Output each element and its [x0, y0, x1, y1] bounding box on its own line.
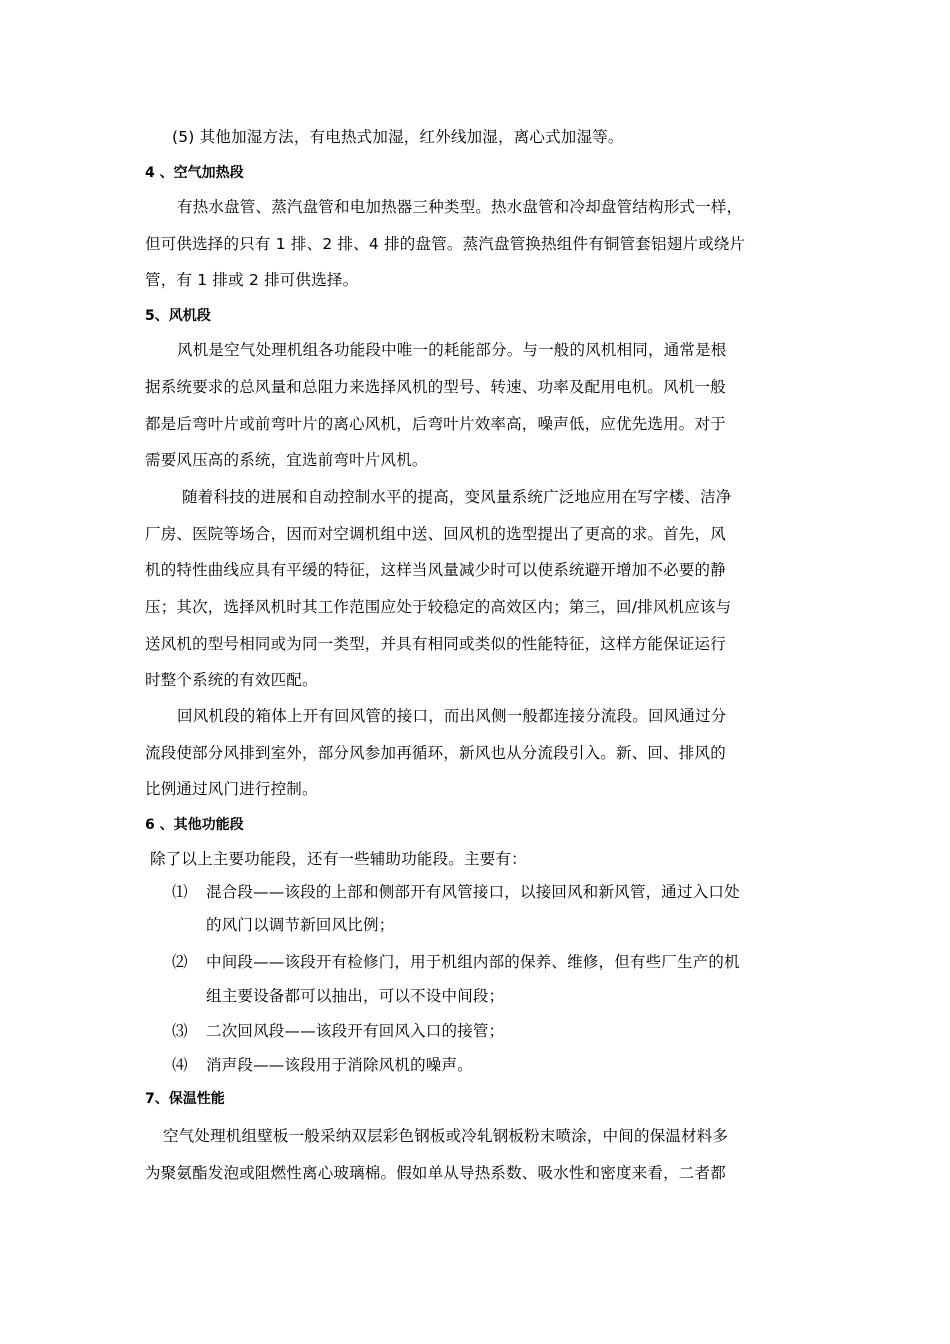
list-item-line: 二次回风段——该段开有回风入口的接管；	[206, 1022, 505, 1040]
section-heading-5: 5、风机段	[145, 308, 211, 324]
paragraph-line: 据系统要求的总风量和总阻力来选择风机的型号、转速、功率及配用电机。风机一般	[145, 378, 726, 396]
paragraph-line: 需要风压高的系统，宜选前弯叶片风机。	[145, 451, 428, 469]
section-heading-6: 6 、其他功能段	[145, 817, 244, 833]
paragraph-line: 除了以上主要功能段，还有一些辅助功能段。主要有：	[150, 850, 527, 868]
list-item-number: ⑵	[172, 953, 188, 971]
list-item-number: ⑷	[172, 1056, 188, 1074]
paragraph-line: 厂房、医院等场合，因而对空调机组中送、回风机的选型提出了更高的求。首先，风	[145, 525, 726, 543]
list-item-line: 的风门以调节新回风比例；	[206, 916, 395, 934]
paragraph-line: 回风机段的箱体上开有回风管的接口，而出风侧一般都连接分流段。回风通过分	[177, 707, 727, 725]
section-heading-7: 7、保温性能	[145, 1091, 225, 1107]
paragraph-line: 都是后弯叶片或前弯叶片的离心风机，后弯叶片效率高，噪声低，应优先选用。对于	[145, 415, 726, 433]
paragraph-line: 机的特性曲线应具有平缓的特征，这样当风量减少时可以使系统避开增加不必要的静	[145, 561, 726, 579]
paragraph-line: 时整个系统的有效匹配。	[145, 671, 318, 689]
list-item-line: 组主要设备都可以抽出，可以不设中间段；	[206, 987, 505, 1005]
paragraph-line: 有热水盘管、蒸汽盘管和电加热器三种类型。热水盘管和冷却盘管结构形式一样，	[177, 198, 743, 216]
paragraph-line: 比例通过风门进行控制。	[145, 780, 318, 798]
list-item-line: 中间段——该段开有检修门，用于机组内部的保养、维修，但有些厂生产的机	[206, 953, 740, 971]
list-item-number: ⑶	[172, 1022, 188, 1040]
section-heading-4: 4 、空气加热段	[145, 165, 244, 181]
list-item-line: 混合段——该段的上部和侧部开有风管接口，以接回风和新风管，通过入口处	[206, 883, 740, 901]
paragraph-line: 管，有 1 排或 2 排可供选择。	[145, 271, 359, 289]
paragraph-line: 随着科技的进展和自动控制水平的提高，变风量系统广泛地应用在写字楼、洁净	[182, 488, 732, 506]
list-item-number: ⑴	[172, 883, 188, 901]
paragraph-line: 流段使部分风排到室外，部分风参加再循环，新风也从分流段引入。新、回、排风的	[145, 744, 726, 762]
paragraph-line: 风机是空气处理机组各功能段中唯一的耗能部分。与一般的风机相同，通常是根	[177, 341, 727, 359]
paragraph-line: (5) 其他加湿方法，有电热式加湿，红外线加湿，离心式加湿等。	[172, 128, 624, 146]
paragraph-line: 空气处理机组壁板一般采纳双层彩色钢板或冷轧钢板粉末喷涂，中间的保温材料多	[163, 1127, 729, 1145]
paragraph-line: 为聚氨酯发泡或阻燃性离心玻璃棉。假如单从导热系数、吸水性和密度来看，二者都	[145, 1164, 726, 1182]
paragraph-line: 压；其次，选择风机时其工作范围应处于较稳定的高效区内；第三，回/排风机应该与	[145, 598, 732, 616]
paragraph-line: 但可供选择的只有 1 排、2 排、4 排的盘管。蒸汽盘管换热组件有铜管套铝翅片或绕片	[145, 235, 746, 253]
paragraph-line: 送风机的型号相同或为同一类型，并具有相同或类似的性能特征，这样方能保证运行	[145, 635, 726, 653]
list-item-line: 消声段——该段用于消除风机的噪声。	[206, 1056, 473, 1074]
